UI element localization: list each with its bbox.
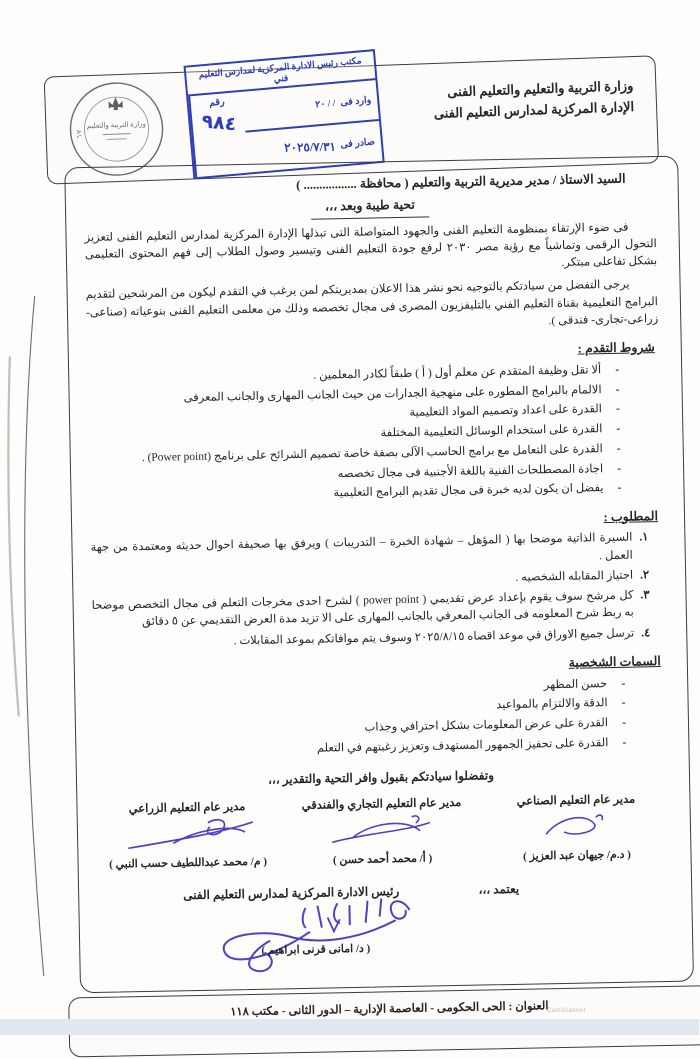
- signatory-title: مدير عام التعليم التجاري والفندقي: [302, 796, 463, 812]
- stamp-incoming-label: وارد فى: [341, 95, 373, 109]
- requirement-number: ٣.: [641, 589, 651, 602]
- requirements-list: [91, 530, 651, 653]
- ministry-line2: الإدارة المركزية لمدارس التعليم الفنى: [434, 99, 636, 122]
- approval-title: رئيس الادارة المركزية لمدارس التعليم الفنى: [184, 883, 401, 903]
- trait-item: - حسن المظهر: [94, 675, 626, 702]
- ministry-title: [434, 75, 636, 125]
- request-paragraph: يرجى التفضل من سيادتكم بالتوجيه نحو نشر هذا الاعلان بمديريتكم لمن يرغب في التقدم ليكون من المرشحين لتقديم البرامج التعليمية بقناة التعليم الفني بالتليفزيون المصرى فى مجال تخصصه وذلك من معلمى التعليم الفنى بنوعياته (صناعى-زراعى-تجارى- فندقى ).: [86, 278, 660, 327]
- addressee-line: السيد الاستاذ / مدير مديرية التربية والتعليم ( محافظة ................. ): [297, 171, 627, 192]
- requirement-number: ٢.: [640, 569, 651, 582]
- signatory-title: مدير عام التعليم الزراعي: [129, 801, 247, 816]
- traits-title: السمات الشخصية: [569, 653, 662, 670]
- requirement-number: ٤.: [642, 626, 652, 639]
- signatory-commercial: [291, 795, 475, 870]
- camscanner-watermark: CamScanner: [548, 1008, 588, 1014]
- condition-item: - القدرة على استخدام الوسائل التعليمية المختلفة: [89, 421, 621, 448]
- signature-commercial-icon: [313, 810, 454, 855]
- paper-fold-artifact: [0, 296, 61, 977]
- signatory-industrial: [485, 791, 669, 866]
- requirement-number: ١.: [640, 531, 650, 544]
- signatory-agricultural: [96, 798, 280, 873]
- signatory-name: ( أ/ محمد أحمد حسن ): [333, 852, 434, 867]
- approval-label: يعتمد ،،،: [479, 881, 521, 897]
- condition-item: - القدرة على التعامل مع برامج الحاسب الآلى بصفة خاصة تصميم الشرائح على برنامج (Power point) .: [90, 441, 622, 468]
- eagle-icon: [109, 97, 123, 110]
- condition-item: - ألا تقل وظيفة المتقدم عن معلم أول ( أ ) طبقاً لكادر المعلمين .: [88, 362, 620, 389]
- stamp-incoming-value: ٢٠ / /: [315, 98, 337, 111]
- letter-body-box: [65, 156, 695, 994]
- ministry-line1: وزارة التربية والتعليم والتعليم الفنى: [447, 78, 635, 100]
- signature-agricultural-icon: [113, 814, 264, 859]
- signatory-name: ( د.م/ جيهان عبد العزيز ): [523, 848, 633, 863]
- stamp-number-label: رقم: [209, 97, 226, 109]
- stamp-outgoing-value: ٢٠٢٥/٧/٣١: [284, 139, 337, 155]
- requirements-title: المطلوب :: [604, 508, 660, 524]
- trait-item: - القدرة على عرض المعلومات بشكل احترافي وجذاب: [95, 715, 627, 742]
- requirement-text: اجتياز المقابله الشخصيه .: [516, 569, 635, 584]
- condition-item: - يفضل ان يكون لديه خبرة فى مجال تقديم البرامج التعليمية: [90, 480, 622, 507]
- condition-item: - الالمام بالبرامج المطوره على منهجية الجدارات من حيث الجانب المهارى والجانب المعرفى: [89, 381, 621, 408]
- seal-center-text: وزارة التربية والتعليم: [87, 120, 148, 131]
- condition-item: - اجادة المصطلحات الفنية باللغة الأجنبية فى مجال تخصصه: [90, 460, 622, 487]
- stamp-number-value: ٩٨٤: [201, 110, 238, 136]
- requirement-text: ترسل جميع الاوراق في موعد اقصاه ٢٠٢٥/٨/١٥ وسوف يتم موافاتكم بموعد المقابلات .: [234, 627, 636, 647]
- registry-stamp: [185, 49, 386, 179]
- scan-bottom-strip: [0, 1019, 700, 1035]
- approval-block: [98, 873, 672, 994]
- closing-line: وتفضلوا سيادتكم بقبول وافر التحية والتقدير ،،،: [268, 768, 496, 787]
- signatory-name: ( م/ محمد عبداللطيف حسب النبي ): [110, 855, 269, 871]
- footer-address: العنوان : الحى الحكومى - العاصمة الإدارية – الدور الثانى - مكتب ١١٨: [231, 1000, 550, 1019]
- conditions-list: [88, 362, 623, 508]
- approval-name: ( د/ امانى قرنى ابراهيم ): [262, 942, 372, 957]
- signature-head-icon: [210, 885, 442, 979]
- conditions-title: شروط التقدم :: [578, 340, 656, 356]
- signatories-row: [96, 791, 669, 874]
- signatory-title: مدير عام التعليم الصناعي: [517, 793, 637, 808]
- stamp-outgoing-label: صادر فى: [340, 137, 377, 151]
- seal-arc-text: EDUCATION AND TECHNICAL: [60, 76, 83, 141]
- condition-item: - القدرة على اعداد وتصميم المواد التعليمية: [89, 401, 621, 428]
- requirement-text: السيرة الذاتية موضحا بها ( المؤهل – شهادة الخبرة – التدريبات ) ويرفق بها صحيفة احوال حديثه ومعتمدة من جهة العمل .: [91, 531, 634, 562]
- stamp-office-name: مكتب رئيس الادارة المركزية لمدارس التعليم فني: [187, 51, 377, 96]
- signature-industrial-icon: [517, 807, 638, 851]
- salutation-text: تحية طيبة وبعد ،،،: [312, 195, 430, 219]
- trait-item: - الدقة والالتزام بالمواعيد: [95, 695, 627, 722]
- intro-paragraph: فى ضوء الإرتقاء بمنظومة التعليم الفنى والجهود المتواصلة التى تبذلها الإدارة المركزية لمدارس التعليم الفنى لتعزيز التحول الرقمى وتماشياً مع رؤية مصر ٢٠٣٠ لرفع جودة التعليم الفنى وتيسير وصول الطلاب إلى فهم المحتوى التعليمى بشكل تفاعلى مبتكر.: [85, 221, 659, 269]
- trait-item: - القدرة على تحفيز الجمهور المستهدف وتعزيز رغبتهم في التعلم: [95, 734, 627, 761]
- requirement-text: كل مرشح سوف يقوم بإعداد عرض تقديمي ( power point ) لشرح احدى مخرجات التعلم فى مجال التخصص موضحا به ربط شرح المعلومه فى الجانب المعرفي بالجانب المهارى على الا تزيد مدة العرض التقديمي عن ٥ دقائق: [92, 589, 635, 629]
- traits-list: [94, 675, 627, 762]
